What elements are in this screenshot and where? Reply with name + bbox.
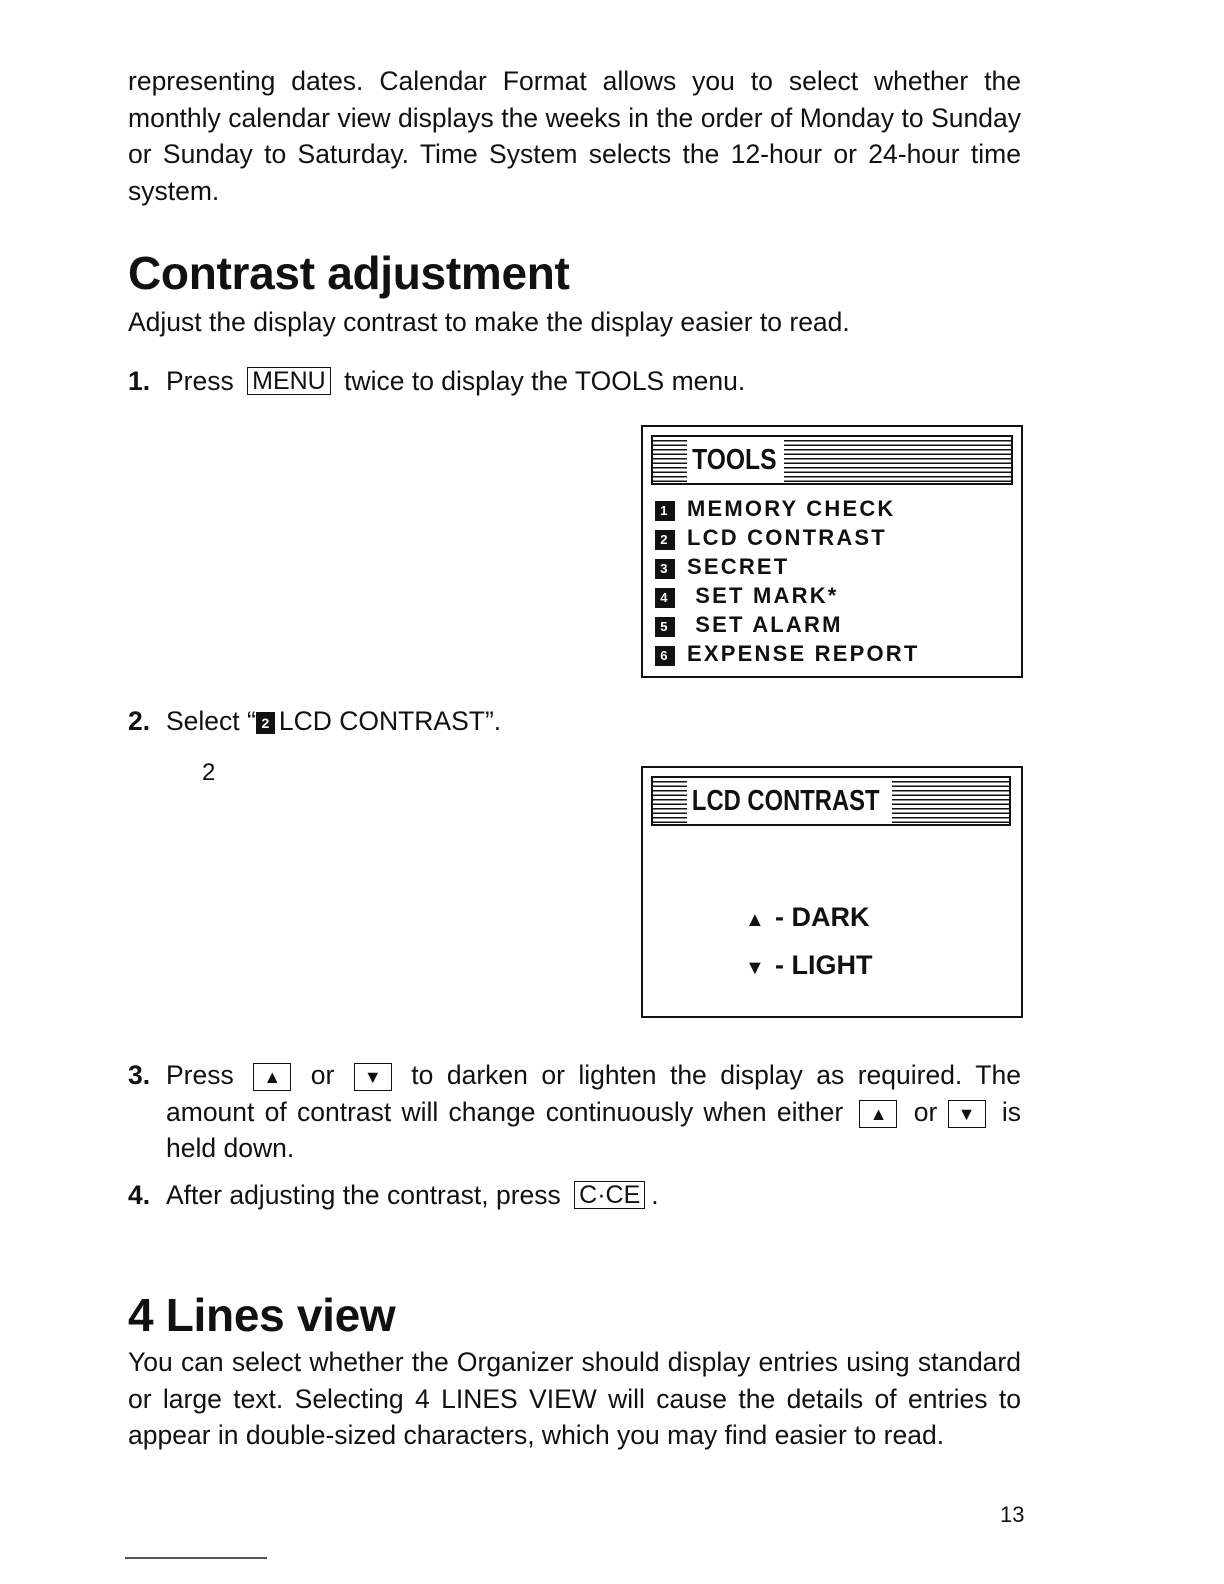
number-icon: 1 — [655, 501, 675, 521]
menu-item — [655, 523, 920, 552]
step-2 — [128, 703, 501, 740]
step-4 — [128, 1177, 659, 1214]
step-text: or — [913, 1096, 938, 1127]
footer-rule — [125, 1557, 267, 1559]
page-number: 13 — [1000, 1502, 1025, 1527]
step-text: Press — [166, 366, 234, 396]
step-text: . — [651, 1180, 659, 1210]
intro-paragraph: representing dates. Calendar Format allows you to select whether the monthly calendar view displays the weeks in the order of Monday to Sunday or Sunday to Saturday. Time System selects the 12-hour or 24-hour time system. — [128, 66, 1021, 206]
step-text: After adjusting the contrast, press — [166, 1180, 561, 1210]
number-icon: 3 — [655, 559, 675, 579]
screen-title-bar — [651, 435, 1013, 485]
number-icon: 4 — [655, 588, 675, 608]
step-number: 1. — [128, 366, 151, 396]
number-icon: 5 — [655, 617, 675, 637]
option-dark — [745, 902, 870, 933]
menu-item — [655, 610, 920, 639]
step-2-sub-key: 2 — [202, 759, 216, 786]
number-icon: 2 — [256, 712, 275, 734]
step-text: Press — [166, 1060, 234, 1090]
step-text: Select “ — [166, 706, 256, 736]
menu-item — [655, 581, 920, 610]
screen-title: LCD CONTRAST — [687, 785, 884, 818]
screen-title: TOOLS — [687, 444, 782, 477]
number-icon: 2 — [655, 530, 675, 550]
number-icon: 6 — [655, 646, 675, 666]
up-key-icon: ▲ — [253, 1063, 291, 1091]
title-stripes — [892, 778, 1009, 824]
menu-item-label: MEMORY CHECK — [687, 496, 896, 521]
tools-menu-list — [655, 494, 920, 668]
step-3 — [128, 1057, 1021, 1167]
option-label: - LIGHT — [775, 950, 873, 980]
section-heading-4-lines: 4 Lines view — [128, 1289, 396, 1341]
cce-key: C·CE — [574, 1181, 645, 1209]
down-arrow-icon: ▼ — [745, 957, 765, 979]
menu-item-label: SECRET — [687, 554, 790, 579]
section-heading-contrast: Contrast adjustment — [128, 247, 570, 299]
down-key-icon: ▼ — [948, 1100, 986, 1128]
option-label: - DARK — [775, 902, 870, 932]
step-text: twice to display the TOOLS menu. — [344, 366, 746, 396]
menu-item — [655, 494, 920, 523]
menu-item-label: SET ALARM — [687, 612, 843, 637]
up-arrow-icon: ▲ — [745, 909, 765, 931]
screen-title-bar — [651, 776, 1011, 826]
step-number: 2. — [128, 706, 151, 736]
step-number: 4. — [128, 1180, 151, 1210]
step-text: or — [310, 1060, 335, 1090]
menu-item-label: EXPENSE REPORT — [687, 641, 920, 666]
tools-screen — [641, 425, 1023, 678]
down-key-icon: ▼ — [354, 1063, 392, 1091]
step-3-body — [166, 1057, 1021, 1167]
menu-key: MENU — [247, 367, 331, 395]
contrast-intro: Adjust the display contrast to make the display easier to read. — [128, 307, 850, 337]
menu-item-label: LCD CONTRAST — [687, 525, 887, 550]
step-number: 3. — [128, 1060, 151, 1090]
lcd-contrast-screen — [641, 766, 1023, 1018]
menu-item-label: SET MARK* — [687, 583, 839, 608]
menu-item — [655, 639, 920, 668]
title-stripes — [784, 437, 1011, 483]
title-stripes — [653, 437, 687, 483]
option-light — [745, 950, 872, 981]
step-text: is held down. — [166, 1096, 1021, 1163]
up-key-icon: ▲ — [859, 1100, 897, 1128]
lines-view-paragraph: You can select whether the Organizer should display entries using standard or large text. Selecting 4 LINES VIEW will cause the details of entries to appear in double-sized characters, which you may find easier to read. — [128, 1347, 1021, 1450]
step-text: to darken or lighten the display as required. The amount of contrast will change continuously when either — [166, 1060, 1021, 1127]
step-1 — [128, 363, 745, 400]
step-text: LCD CONTRAST”. — [278, 706, 502, 736]
menu-item — [655, 552, 920, 581]
title-stripes — [653, 778, 687, 824]
